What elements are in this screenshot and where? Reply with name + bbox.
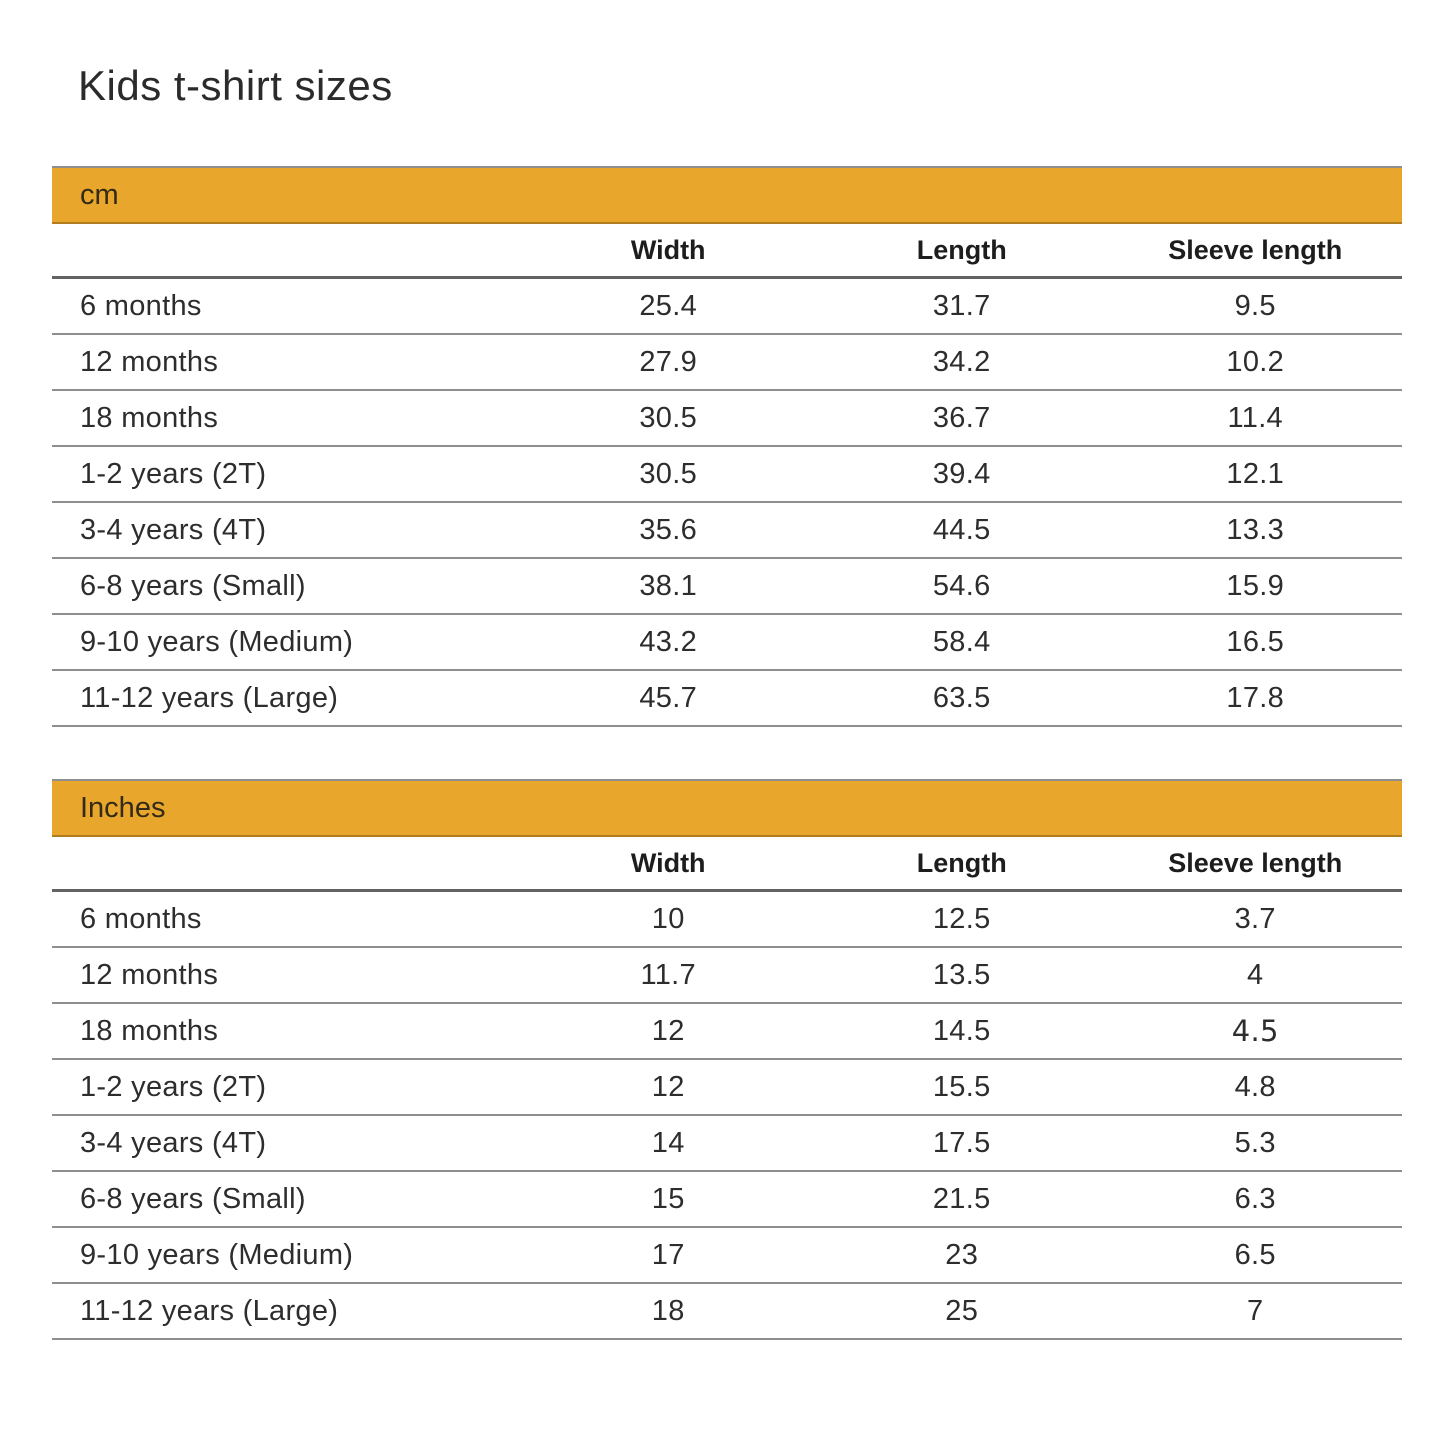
value-cell: 12.1 (1108, 446, 1402, 502)
table-row (52, 1227, 1402, 1283)
value-cell: 10.2 (1108, 334, 1402, 390)
table-row (52, 1115, 1402, 1171)
size-label-cell: 3-4 years (4T) (52, 502, 521, 558)
value-cell: 30.5 (521, 390, 815, 446)
value-cell: 14 (521, 1115, 815, 1171)
table-row (52, 390, 1402, 446)
value-cell: 10 (521, 891, 815, 948)
row-label-column-header (52, 224, 521, 278)
value-cell: 17 (521, 1227, 815, 1283)
value-cell: 36.7 (815, 390, 1109, 446)
cm-unit-banner (52, 166, 1402, 224)
value-cell: 13.3 (1108, 502, 1402, 558)
size-label-cell: 12 months (52, 947, 521, 1003)
column-header-width: Width (521, 224, 815, 278)
value-cell: 4.8 (1108, 1059, 1402, 1115)
table-row (52, 334, 1402, 390)
cm-size-table-section (52, 166, 1402, 727)
cm-size-table-body (52, 278, 1402, 727)
value-cell: 35.6 (521, 502, 815, 558)
value-cell: 17.5 (815, 1115, 1109, 1171)
value-cell: 45.7 (521, 670, 815, 726)
value-cell: 25.4 (521, 278, 815, 335)
table-row (52, 558, 1402, 614)
column-header-length: Length (815, 224, 1109, 278)
size-label-cell: 12 months (52, 334, 521, 390)
table-row (52, 1059, 1402, 1115)
value-cell: 30.5 (521, 446, 815, 502)
table-row (52, 446, 1402, 502)
value-cell: 43.2 (521, 614, 815, 670)
row-label-column-header (52, 837, 521, 891)
table-row (52, 670, 1402, 726)
value-cell: 16.5 (1108, 614, 1402, 670)
size-label-cell: 11-12 years (Large) (52, 1283, 521, 1339)
cm-size-table (52, 224, 1402, 727)
value-cell: 11.4 (1108, 390, 1402, 446)
inches-size-table (52, 837, 1402, 1340)
value-cell: 5.3 (1108, 1115, 1402, 1171)
value-cell: 17.8 (1108, 670, 1402, 726)
value-cell: 18 (521, 1283, 815, 1339)
value-cell: 63.5 (815, 670, 1109, 726)
value-cell: 4.5 (1108, 1003, 1402, 1059)
value-cell: 7 (1108, 1283, 1402, 1339)
column-header-width: Width (521, 837, 815, 891)
size-label-cell: 1-2 years (2T) (52, 446, 521, 502)
column-header-length: Length (815, 837, 1109, 891)
size-label-cell: 6-8 years (Small) (52, 1171, 521, 1227)
table-row (52, 614, 1402, 670)
inches-size-table-body (52, 891, 1402, 1340)
value-cell: 58.4 (815, 614, 1109, 670)
value-cell: 14.5 (815, 1003, 1109, 1059)
value-cell: 21.5 (815, 1171, 1109, 1227)
value-cell: 6.5 (1108, 1227, 1402, 1283)
value-cell: 15.9 (1108, 558, 1402, 614)
size-label-cell: 6-8 years (Small) (52, 558, 521, 614)
table-row (52, 1283, 1402, 1339)
value-cell: 3.7 (1108, 891, 1402, 948)
table-row (52, 1171, 1402, 1227)
cm-unit-banner-label: cm (80, 178, 119, 211)
value-cell: 4 (1108, 947, 1402, 1003)
size-label-cell: 9-10 years (Medium) (52, 1227, 521, 1283)
value-cell: 39.4 (815, 446, 1109, 502)
value-cell: 23 (815, 1227, 1109, 1283)
size-label-cell: 11-12 years (Large) (52, 670, 521, 726)
value-cell: 12.5 (815, 891, 1109, 948)
value-cell: 34.2 (815, 334, 1109, 390)
value-cell: 11.7 (521, 947, 815, 1003)
value-cell: 27.9 (521, 334, 815, 390)
value-cell: 6.3 (1108, 1171, 1402, 1227)
size-label-cell: 6 months (52, 891, 521, 948)
size-label-cell: 6 months (52, 278, 521, 335)
inches-unit-banner (52, 779, 1402, 837)
size-label-cell: 18 months (52, 1003, 521, 1059)
value-cell: 25 (815, 1283, 1109, 1339)
value-cell: 38.1 (521, 558, 815, 614)
table-row (52, 278, 1402, 335)
table-row (52, 891, 1402, 948)
value-cell: 12 (521, 1059, 815, 1115)
value-cell: 44.5 (815, 502, 1109, 558)
header-row (52, 837, 1402, 891)
inches-unit-banner-label: Inches (80, 791, 166, 824)
size-label-cell: 3-4 years (4T) (52, 1115, 521, 1171)
table-row (52, 1003, 1402, 1059)
table-row (52, 947, 1402, 1003)
value-cell: 15.5 (815, 1059, 1109, 1115)
inches-size-table-header (52, 837, 1402, 891)
value-cell: 13.5 (815, 947, 1109, 1003)
header-row (52, 224, 1402, 278)
cm-size-table-header (52, 224, 1402, 278)
value-cell: 15 (521, 1171, 815, 1227)
value-cell: 12 (521, 1003, 815, 1059)
value-cell: 9.5 (1108, 278, 1402, 335)
size-label-cell: 18 months (52, 390, 521, 446)
value-cell: 31.7 (815, 278, 1109, 335)
size-label-cell: 1-2 years (2T) (52, 1059, 521, 1115)
size-label-cell: 9-10 years (Medium) (52, 614, 521, 670)
table-row (52, 502, 1402, 558)
value-cell: 54.6 (815, 558, 1109, 614)
column-header-sleeve-length: Sleeve length (1108, 837, 1402, 891)
column-header-sleeve-length: Sleeve length (1108, 224, 1402, 278)
page-title: Kids t-shirt sizes (78, 62, 393, 109)
inches-size-table-section (52, 779, 1402, 1340)
